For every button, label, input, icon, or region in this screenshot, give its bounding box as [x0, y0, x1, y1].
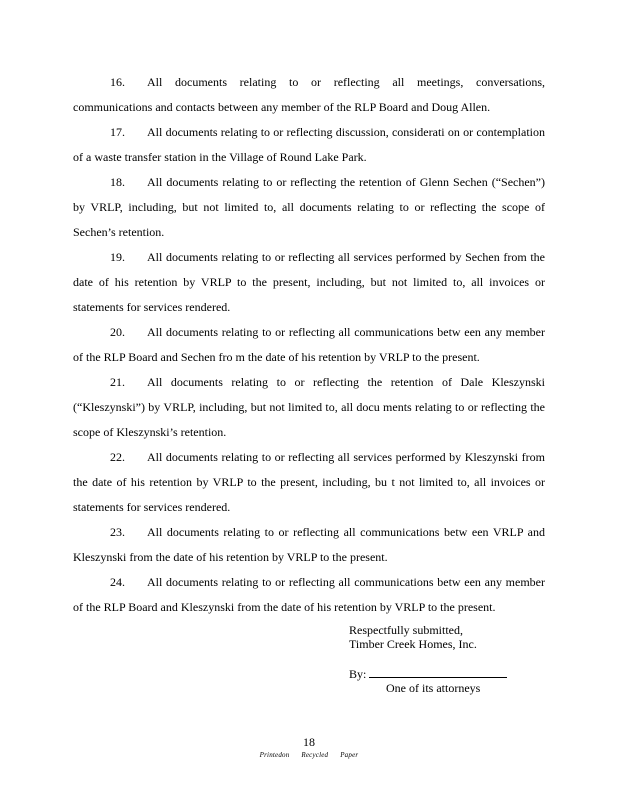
item-number: 22.	[110, 450, 125, 464]
request-item	[73, 370, 545, 445]
request-item	[73, 245, 545, 320]
item-number: 17.	[110, 125, 125, 139]
request-item	[73, 70, 545, 120]
by-label: By:	[349, 667, 367, 681]
request-item	[73, 120, 545, 170]
signature-line	[349, 666, 549, 681]
request-item	[73, 170, 545, 245]
item-number: 20.	[110, 325, 125, 339]
item-number: 16.	[110, 75, 125, 89]
item-text: All documents relating to or reflecting all communications betw een VRLP and Kleszynski from the date of his retention by VRLP to the present.	[73, 525, 545, 564]
closing-text: Respectfully submitted,	[349, 623, 463, 637]
request-item	[73, 520, 545, 570]
request-item	[73, 320, 545, 370]
item-text: All documents relating to or reflecting the retention of Dale Kleszynski (“Kleszynski”) by VRLP, including, but not limited to, all docu ments relating to or reflecting the scope of Kleszynski’s retention.	[73, 375, 545, 439]
item-text: All documents relating to or reflecting all services performed by Sechen from the date of his retention by VRLP to the present, including, but not limited to, all invoices or statements for services rendered.	[73, 250, 545, 314]
item-text: All documents relating to or reflecting all services performed by Kleszynski from the date of his retention by VRLP to the present, including, bu t not limited to, all invoices or statements for services rendered.	[73, 450, 545, 514]
item-text: All documents relating to or reflecting all meetings, conversations, communications and contacts between any member of the RLP Board and Doug Allen.	[73, 75, 545, 114]
item-text: All documents relating to or reflecting the retention of Glenn Sechen (“Sechen”) by VRLP, including, but not limited to, all documents relating to or reflecting the scope of Sechen’s retention.	[73, 175, 545, 239]
item-number: 24.	[110, 575, 125, 589]
recycled-paper-footer: Printedon Recycled Paper	[259, 751, 359, 759]
signer-role: One of its attorneys	[386, 681, 481, 695]
item-number: 18.	[110, 175, 125, 189]
item-number: 23.	[110, 525, 125, 539]
signature-block	[349, 623, 549, 695]
item-text: All documents relating to or reflecting all communications betw een any member of the RLP Board and Sechen fro m the date of his retention by VRLP to the present.	[73, 325, 545, 364]
request-item	[73, 570, 545, 620]
signature-blank	[369, 666, 507, 678]
item-text: All documents relating to or reflecting all communications betw een any member of the RLP Board and Kleszynski from the date of his retention by VRLP to the present.	[73, 575, 545, 614]
party-name: Timber Creek Homes, Inc.	[349, 637, 477, 651]
item-number: 19.	[110, 250, 125, 264]
numbered-request-list	[73, 70, 545, 620]
item-text: All documents relating to or reflecting discussion, considerati on or contemplation of a waste transfer station in the Village of Round Lake Park.	[73, 125, 545, 164]
page-number: 18	[303, 735, 315, 749]
request-item	[73, 445, 545, 520]
item-number: 21.	[110, 375, 125, 389]
